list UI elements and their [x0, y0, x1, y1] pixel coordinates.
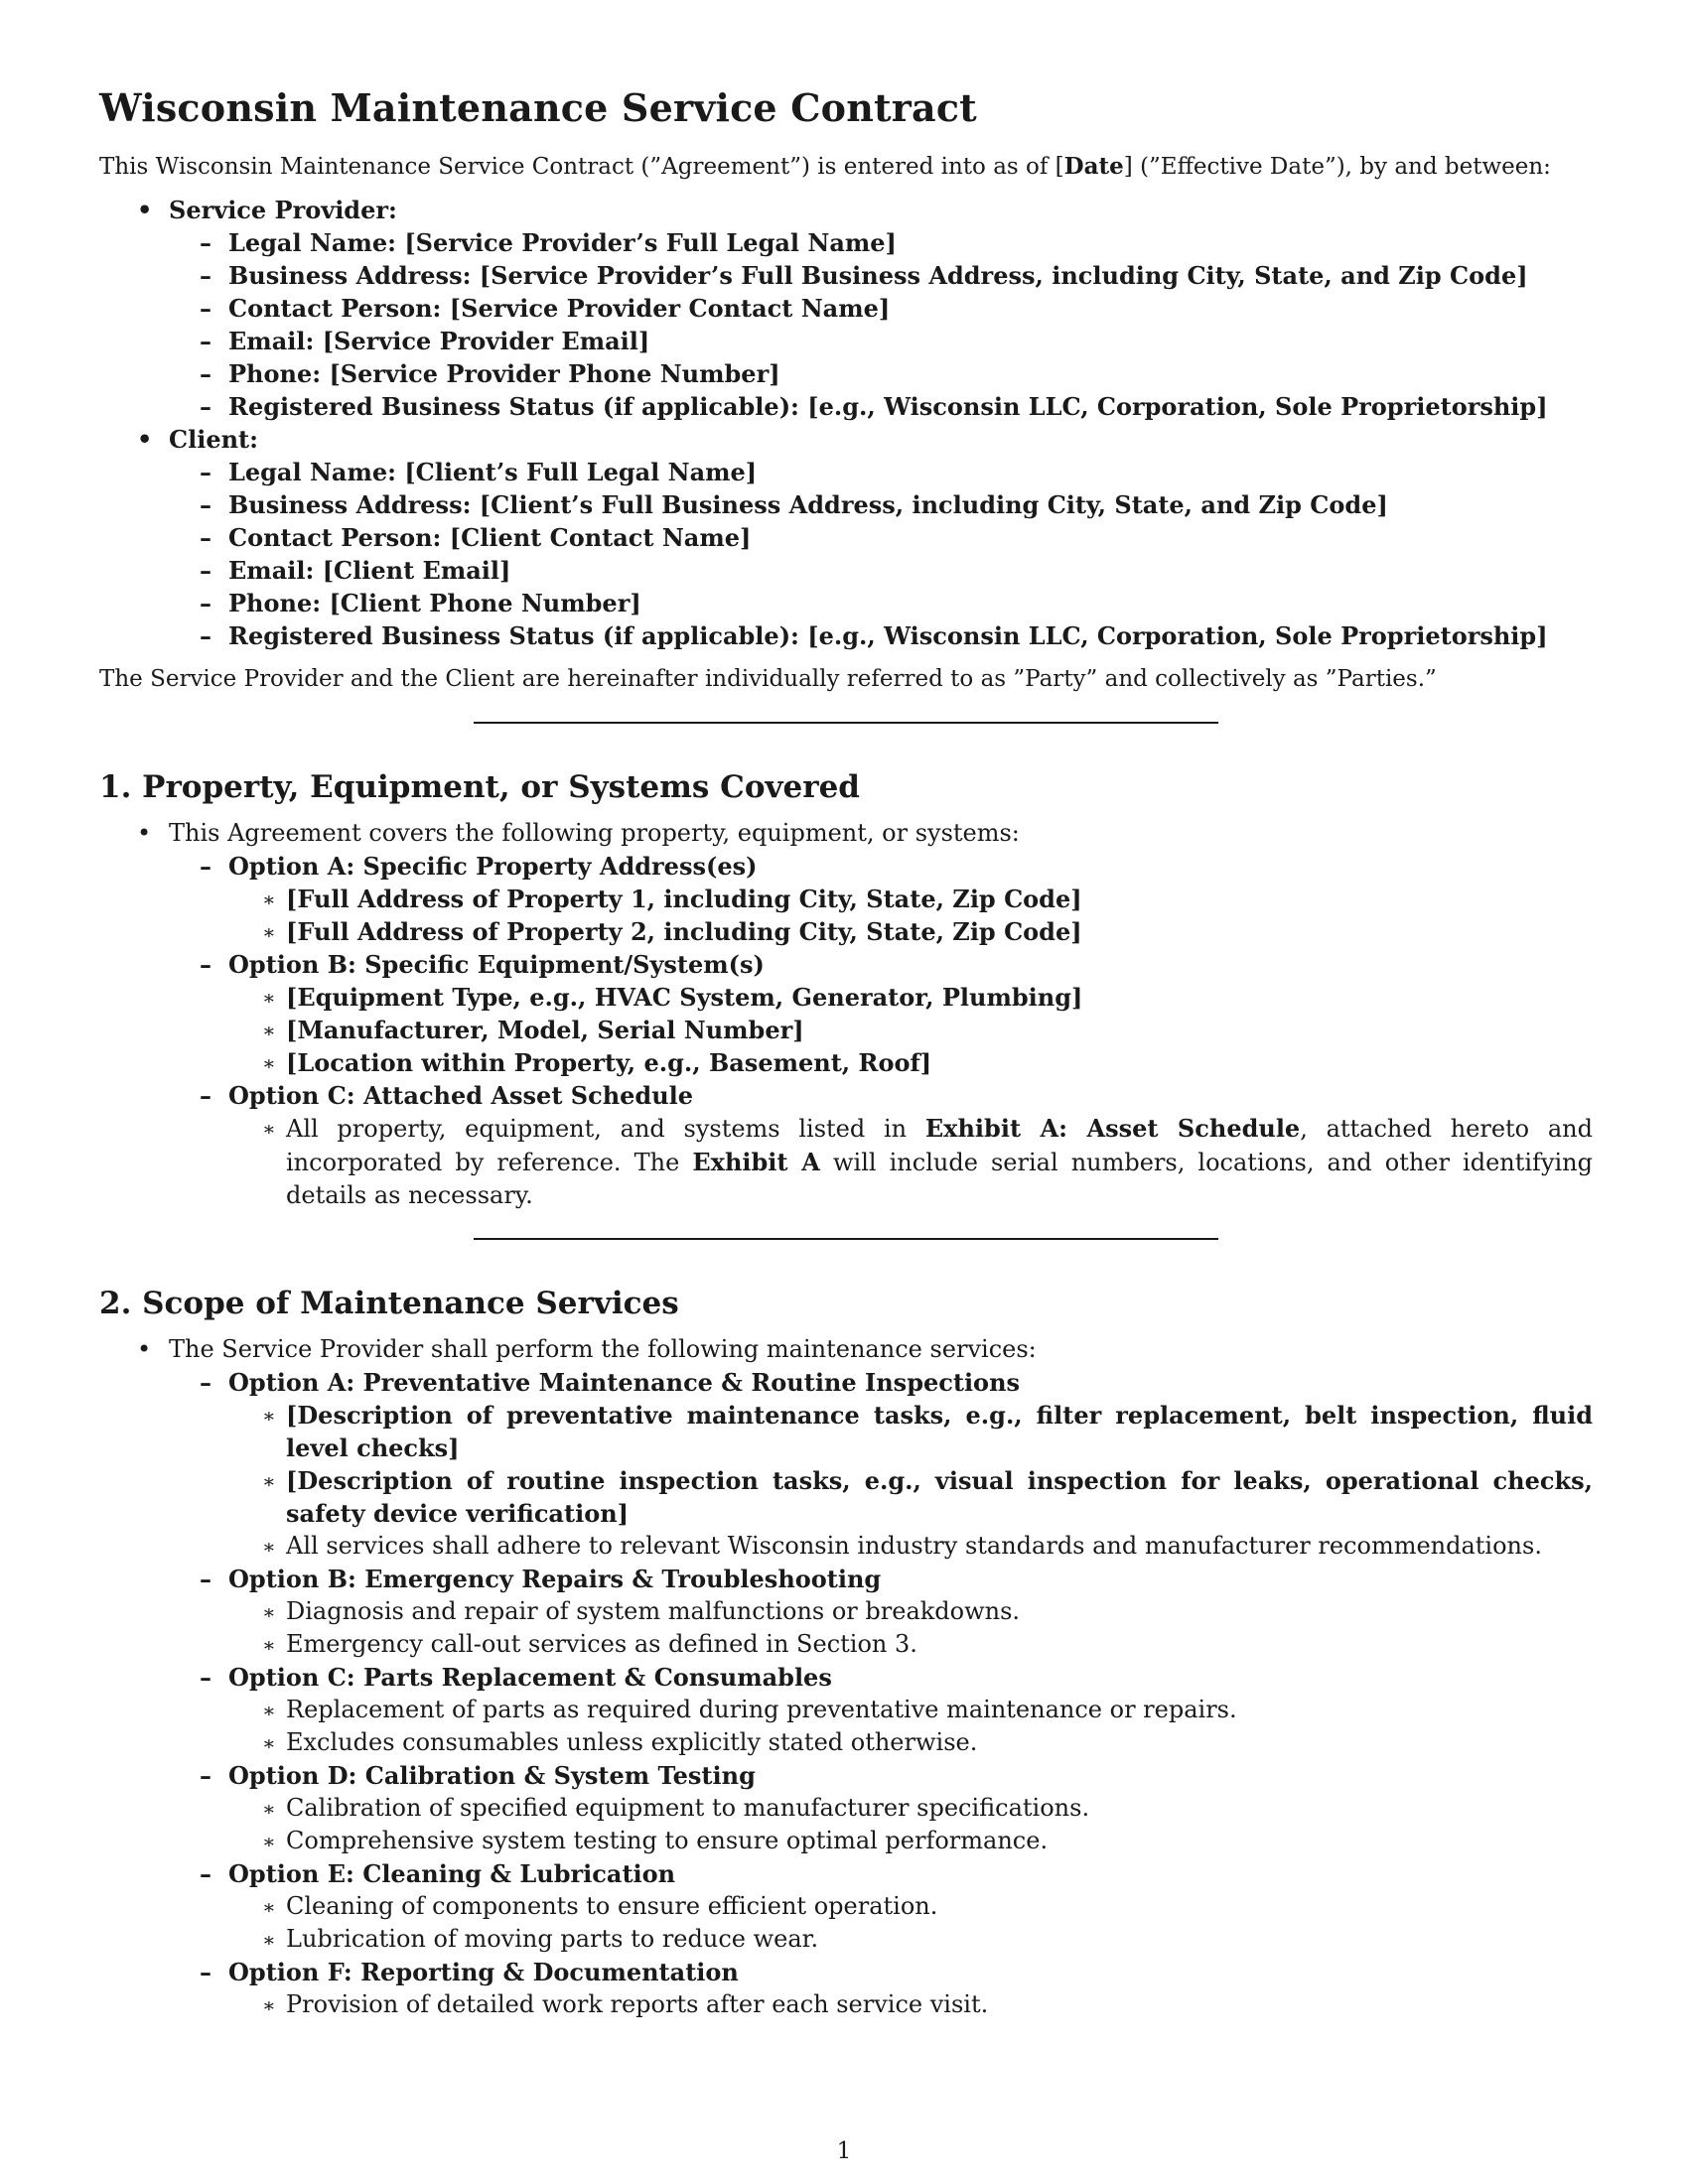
s1-option-b-items	[228, 981, 1593, 1079]
service-provider-fields	[169, 226, 1593, 423]
s2-option-d-items	[228, 1792, 1593, 1857]
intro-paragraph	[99, 150, 1593, 184]
s1-option-c	[169, 1079, 1593, 1212]
list-item: ∗ [Equipment Type, e.g., HVAC System, Generator, Plumbing]	[228, 981, 1593, 1014]
s2-option-b-items	[228, 1595, 1593, 1661]
list-item: ∗ All services shall adhere to relevant Wisconsin industry standards and manufacturer recommendations.	[228, 1530, 1593, 1563]
party-client	[99, 423, 1593, 652]
list-item: ∗ [Full Address of Property 1, including City, State, Zip Code]	[228, 883, 1593, 915]
option-label: Option F: Reporting & Documentation	[228, 1958, 739, 1986]
option-label: Option A: Preventative Maintenance & Routine Inspections	[228, 1368, 1021, 1397]
list-item: ∗ [Location within Property, e.g., Basement, Roof]	[228, 1046, 1593, 1079]
party-label: Client:	[169, 425, 258, 454]
provider-email: – Email: [Service Provider Email]	[169, 325, 1593, 357]
option-label: Option C: Parts Replacement & Consumables	[228, 1663, 832, 1692]
s1-option-c-items	[228, 1112, 1593, 1212]
list-item: ∗ [Manufacturer, Model, Serial Number]	[228, 1014, 1593, 1046]
list-item: ∗ Excludes consumables unless explicitly stated otherwise.	[228, 1726, 1593, 1759]
section-2-heading: 2. Scope of Maintenance Services	[99, 1286, 679, 1321]
list-item: ∗ Comprehensive system testing to ensure optimal performance.	[228, 1825, 1593, 1857]
list-item	[228, 1112, 1593, 1212]
s2-option-a-items	[228, 1399, 1593, 1563]
option-label: Option D: Calibration & System Testing	[228, 1761, 756, 1790]
party-service-provider	[99, 194, 1593, 423]
provider-business-status: – Registered Business Status (if applicable): [e.g., Wisconsin LLC, Corporation, Sole Proprietorship]	[169, 390, 1593, 423]
option-label: Option E: Cleaning & Lubrication	[228, 1859, 676, 1888]
section-2-options	[169, 1366, 1593, 2021]
exhibit-text-1: All property, equipment, and systems listed in	[286, 1115, 925, 1143]
option-label: Option C: Attached Asset Schedule	[228, 1081, 694, 1110]
intro-text-after: ] (”Effective Date”), by and between:	[1123, 154, 1551, 180]
s2-option-f	[169, 1956, 1593, 2021]
list-item: ∗ [Description of preventative maintenance tasks, e.g., filter replacement, belt inspection, fluid level checks]	[228, 1399, 1593, 1464]
section-2-item	[99, 1333, 1593, 2021]
list-item: ∗ Provision of detailed work reports after each service visit.	[228, 1988, 1593, 2021]
list-item: ∗ Diagnosis and repair of system malfunctions or breakdowns.	[228, 1595, 1593, 1628]
party-label: Service Provider:	[169, 196, 397, 224]
section-divider	[474, 722, 1218, 724]
section-1-item	[99, 817, 1593, 1212]
s2-option-e	[169, 1857, 1593, 1956]
client-business-status: – Registered Business Status (if applicable): [e.g., Wisconsin LLC, Corporation, Sole Proprietorship]	[169, 619, 1593, 652]
client-legal-name: – Legal Name: [Client’s Full Legal Name]	[169, 456, 1593, 488]
list-item: ∗ [Full Address of Property 2, including City, State, Zip Code]	[228, 915, 1593, 948]
list-item: ∗ Calibration of specified equipment to manufacturer specifications.	[228, 1792, 1593, 1825]
contract-page	[99, 85, 1593, 2021]
provider-phone: – Phone: [Service Provider Phone Number]	[169, 357, 1593, 390]
section-1-heading: 1. Property, Equipment, or Systems Covered	[99, 769, 860, 805]
s1-option-b	[169, 948, 1593, 1079]
s1-option-a-items	[228, 883, 1593, 948]
provider-business-address: – Business Address: [Service Provider’s Full Business Address, including City, State, and Zip Code]	[169, 259, 1593, 292]
option-label: Option B: Specific Equipment/System(s)	[228, 950, 765, 979]
s2-option-b	[169, 1563, 1593, 1661]
section-1-list	[99, 817, 1593, 1212]
exhibit-text-3: will include serial numbers, locations, and other identifying details as necessary.	[286, 1149, 1593, 1209]
option-label: Option B: Emergency Repairs & Troubleshooting	[228, 1565, 882, 1593]
s2-option-c-items	[228, 1694, 1593, 1759]
list-item: ∗ Cleaning of components to ensure efficient operation.	[228, 1890, 1593, 1923]
client-phone: – Phone: [Client Phone Number]	[169, 587, 1593, 619]
provider-contact-person: – Contact Person: [Service Provider Contact Name]	[169, 292, 1593, 325]
section-1-lead: This Agreement covers the following property, equipment, or systems:	[169, 819, 1020, 847]
s2-option-d	[169, 1759, 1593, 1857]
s1-option-a	[169, 850, 1593, 948]
list-item: ∗ [Description of routine inspection tasks, e.g., visual inspection for leaks, operational checks, safety device verification]	[228, 1464, 1593, 1530]
list-item: ∗ Replacement of parts as required during preventative maintenance or repairs.	[228, 1694, 1593, 1726]
parties-list	[99, 194, 1593, 652]
exhibit-a-short: Exhibit A	[692, 1148, 820, 1176]
s2-option-a	[169, 1366, 1593, 1563]
client-contact-person: – Contact Person: [Client Contact Name]	[169, 521, 1593, 554]
section-2-lead: The Service Provider shall perform the following maintenance services:	[169, 1335, 1037, 1363]
section-1-options	[169, 850, 1593, 1212]
effective-date-placeholder: Date	[1063, 153, 1124, 180]
option-label: Option A: Specific Property Address(es)	[228, 852, 758, 881]
s2-option-c	[169, 1661, 1593, 1759]
s2-option-f-items	[228, 1988, 1593, 2021]
client-email: – Email: [Client Email]	[169, 554, 1593, 587]
exhibit-text-2: , attached hereto and incorporated by reference. The	[286, 1115, 1593, 1176]
intro-text-before: This Wisconsin Maintenance Service Contract (”Agreement”) is entered into as of [	[99, 154, 1064, 180]
exhibit-a-full: Exhibit A: Asset Schedule	[924, 1114, 1301, 1143]
provider-legal-name: – Legal Name: [Service Provider’s Full Legal Name]	[169, 226, 1593, 259]
section-divider	[474, 1238, 1218, 1240]
parties-note: The Service Provider and the Client are hereinafter individually referred to as ”Party” and collectively as ”Parties.”	[99, 666, 1437, 692]
s2-option-e-items	[228, 1890, 1593, 1956]
list-item: ∗ Lubrication of moving parts to reduce wear.	[228, 1923, 1593, 1956]
section-2-list	[99, 1333, 1593, 2021]
page-number: 1	[836, 2138, 852, 2164]
client-business-address: – Business Address: [Client’s Full Business Address, including City, State, and Zip Code]	[169, 488, 1593, 521]
document-title: Wisconsin Maintenance Service Contract	[99, 85, 977, 130]
list-item: ∗ Emergency call-out services as defined in Section 3.	[228, 1628, 1593, 1661]
client-fields	[169, 456, 1593, 652]
